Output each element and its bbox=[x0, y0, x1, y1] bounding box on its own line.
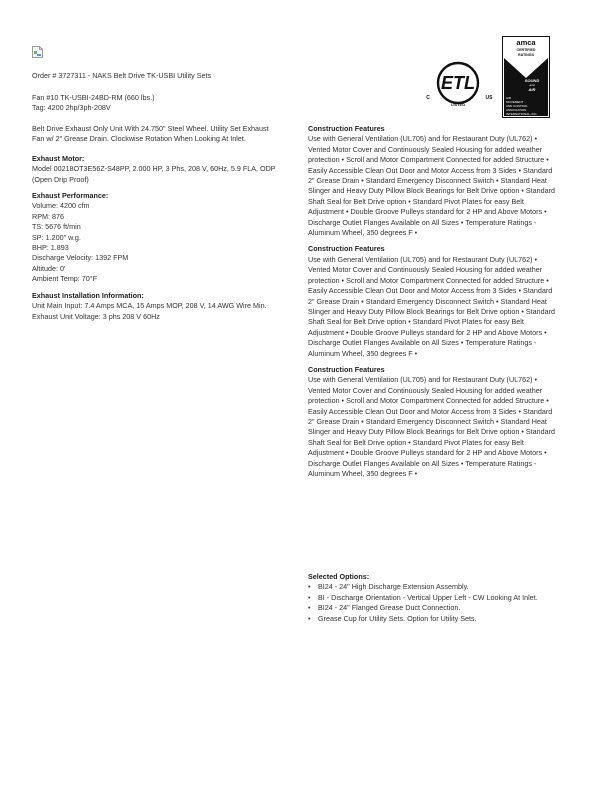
broken-image-icon bbox=[32, 46, 43, 58]
list-item: • BI - Discharge Orientation - Vertical Upper Left - CW Looking At Inlet. bbox=[308, 593, 558, 603]
tag-line: Tag: 4200 2hp/3ph-208V bbox=[32, 103, 111, 112]
construction-features-title: Construction Features bbox=[308, 364, 385, 374]
svg-text:INTERNATIONAL, INC.: INTERNATIONAL, INC. bbox=[506, 112, 538, 116]
exhaust-performance-section bbox=[32, 191, 282, 285]
list-item: • Grease Cup for Utility Sets. Option for Utility Sets. bbox=[308, 614, 558, 624]
svg-text:ASSOCIATION: ASSOCIATION bbox=[506, 108, 527, 112]
left-column bbox=[32, 124, 282, 328]
svg-text:CERTIFIED: CERTIFIED bbox=[516, 48, 536, 52]
svg-text:MOVEMENT: MOVEMENT bbox=[506, 100, 524, 104]
list-item: • BI24 - 24" Flanged Grease Duct Connection. bbox=[308, 603, 558, 613]
construction-features-section bbox=[308, 365, 558, 479]
construction-features-text: Use with General Ventilation (UL705) and for Restaurant Duty (UL762) • Vented Motor Cover and Continuously Sealed Housing for added weather protection • Scroll and Motor Compartment Connected for added Structure • Easily Accessible Clean Out Door and Motor Access from 3 Sides • Standard 2" Grease Drain • Standard Emergency Disconnect Switch • Standard Heat Slinger and Heavy Duty Pillow Block Bearings for Belt Drive option • Standard Shaft Seal for Belt Drive option • Standard Pivot Plates for easy Belt Adjustment • Double Groove Pulleys standard for 2 HP and Above Motors • Discharge Outlet Flanges Available on All Sizes • Temperature Ratings - Aluminum Wheel, 350 degrees F • bbox=[308, 134, 556, 238]
selected-options-list bbox=[308, 582, 558, 624]
svg-text:and: and bbox=[529, 83, 535, 87]
right-column bbox=[308, 124, 558, 485]
list-item: • BI24 - 24" High Discharge Extension Assembly. bbox=[308, 582, 558, 592]
construction-features-text: Use with General Ventilation (UL705) and for Restaurant Duty (UL762) • Vented Motor Cover and Continuously Sealed Housing for added weather protection • Scroll and Motor Compartment Connected for added Structure • Easily Accessible Clean Out Door and Motor Access from 3 Sides • Standard 2" Grease Drain • Standard Emergency Disconnect Switch • Standard Heat Slinger and Heavy Duty Pillow Block Bearings for Belt Drive option • Standard Shaft Seal for Belt Drive option • Standard Pivot Plates for easy Belt Adjustment • Double Groove Pulleys standard for 2 HP and Above Motors • Discharge Outlet Flanges Available on All Sizes • Temperature Ratings - Aluminum Wheel, 350 degrees F • bbox=[308, 254, 556, 358]
svg-text:ETL: ETL bbox=[441, 73, 475, 93]
fan-line: Fan #10 TK-USBI-24BD-RM (660 lbs.) bbox=[32, 93, 155, 102]
performance-line: Volume: 4200 cfm bbox=[32, 201, 90, 211]
svg-text:US: US bbox=[485, 95, 493, 101]
installation-line: Exhaust Unit Voltage: 3 phs 208 V 60Hz bbox=[32, 311, 160, 321]
selected-options-section bbox=[308, 572, 558, 624]
construction-features-text: Use with General Ventilation (UL705) and for Restaurant Duty (UL762) • Vented Motor Cover and Continuously Sealed Housing for added weather protection • Scroll and Motor Compartment Connected for added Structure • Easily Accessible Clean Out Door and Motor Access from 3 Sides • Standard 2" Grease Drain • Standard Emergency Disconnect Switch • Standard Heat Slinger and Heavy Duty Pillow Block Bearings for Belt Drive option • Standard Shaft Seal for Belt Drive option • Standard Pivot Plates for easy Belt Adjustment • Double Groove Pulleys standard for 2 HP and Above Motors • Discharge Outlet Flanges Available on All Sizes • Temperature Ratings - Aluminum Wheel, 350 degrees F • bbox=[308, 375, 556, 478]
performance-line: Altitude: 0' bbox=[32, 263, 66, 273]
exhaust-motor-title: Exhaust Motor: bbox=[32, 153, 85, 163]
performance-line: Ambient Temp: 70°F bbox=[32, 274, 98, 284]
unit-description: Belt Drive Exhaust Only Unit With 24.750" Steel Wheel. Utility Set Exhaust Fan w/ 2" Grease Drain. Clockwise Rotation When Looking At Inlet. bbox=[32, 124, 269, 144]
etl-listed-logo bbox=[418, 59, 498, 107]
exhaust-installation-title: Exhaust Installation Information: bbox=[32, 290, 144, 300]
selected-options-title: Selected Options: bbox=[308, 572, 370, 581]
construction-features-title: Construction Features bbox=[308, 124, 385, 133]
performance-line: TS: 5676 ft/min bbox=[32, 222, 81, 232]
performance-line: Discharge Velocity: 1392 FPM bbox=[32, 253, 129, 263]
exhaust-motor-text: Model 00218OT3E56Z-S48PP, 2.000 HP, 3 Phs, 208 V, 60Hz, 5.9 FLA, ODP (Open Drip Proof) bbox=[32, 164, 276, 184]
exhaust-motor-section bbox=[32, 154, 282, 185]
exhaust-installation-section bbox=[32, 291, 282, 322]
svg-text:AIR: AIR bbox=[506, 96, 512, 100]
order-line: Order # 3727311 - NAKS Belt Drive TK-USBI Utility Sets bbox=[32, 71, 212, 80]
performance-line: SP: 1.200" w.g. bbox=[32, 232, 81, 242]
exhaust-performance-title: Exhaust Performance: bbox=[32, 191, 109, 201]
amca-certified-ratings-seal bbox=[502, 36, 550, 118]
construction-features-section bbox=[308, 244, 558, 358]
svg-text:AIR: AIR bbox=[528, 87, 536, 92]
performance-line: BHP: 1.893 bbox=[32, 243, 69, 253]
svg-text:LISTED: LISTED bbox=[450, 102, 466, 107]
svg-text:RATINGS: RATINGS bbox=[518, 53, 534, 57]
svg-text:SOUND: SOUND bbox=[524, 78, 540, 83]
svg-text:AND CONTROL: AND CONTROL bbox=[506, 104, 528, 108]
svg-text:C: C bbox=[426, 95, 430, 101]
construction-features-title: Construction Features bbox=[308, 244, 385, 254]
performance-line: RPM: 876 bbox=[32, 211, 64, 221]
svg-text:amca: amca bbox=[516, 38, 536, 47]
installation-line: Unit Main Input: 7.4 Amps MCA, 15 Amps MOP, 208 V, 14 AWG Wire Min. bbox=[32, 301, 267, 311]
construction-features-section bbox=[308, 124, 558, 238]
